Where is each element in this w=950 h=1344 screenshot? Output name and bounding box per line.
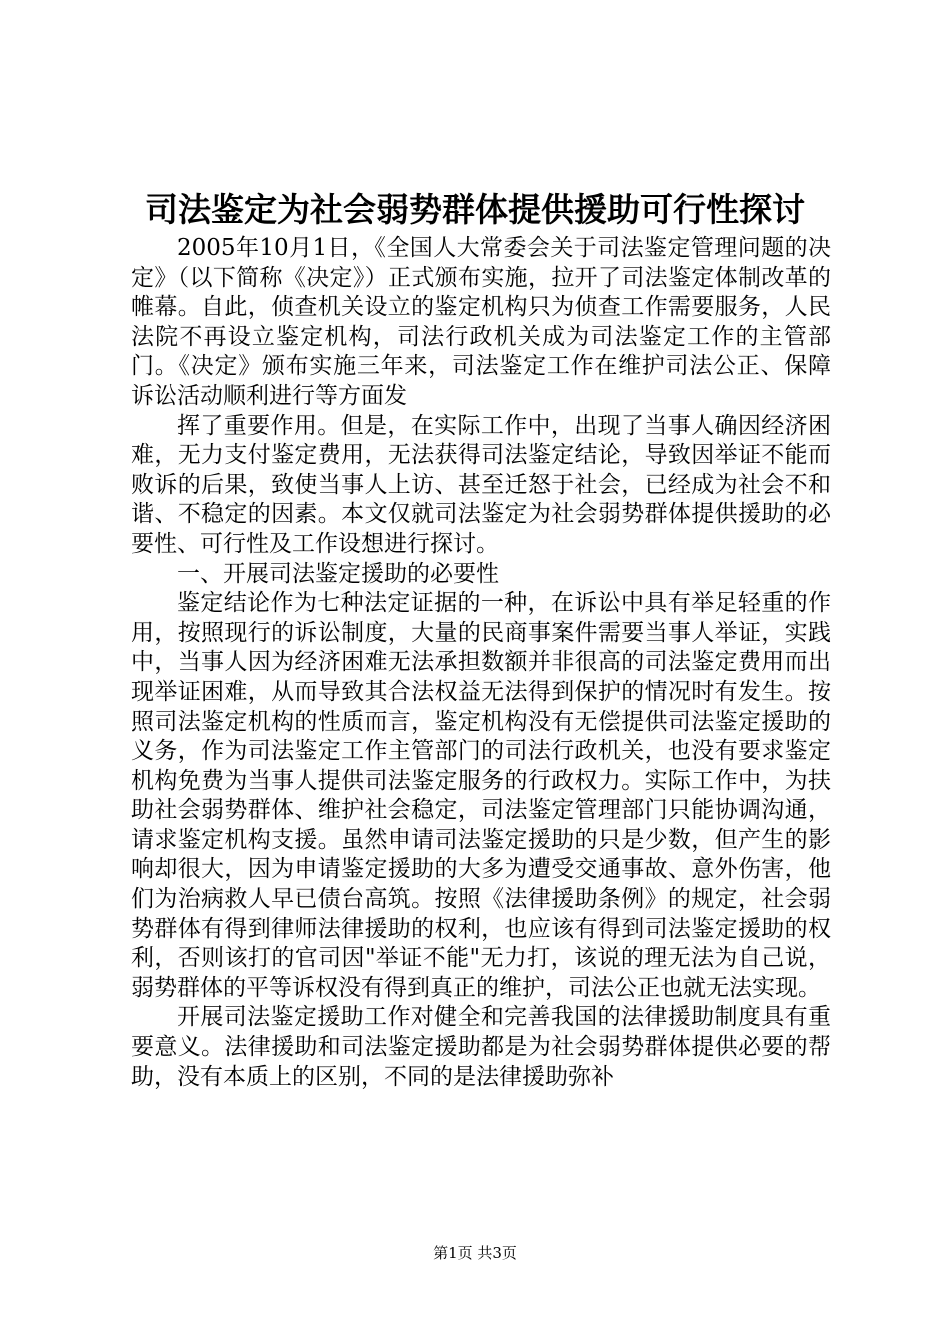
document-title: 司法鉴定为社会弱势群体提供援助可行性探讨 xyxy=(145,190,805,229)
paragraph-intro: 2005年10月1日，《全国人大常委会关于司法鉴定管理问题的决定》（以下简称《决定》）正式颁布实施，拉开了司法鉴定体制改革的帷幕。自此，侦查机关设立的鉴定机构只为侦查工作需要服务，人民法院不再设立鉴定机构，司法行政机关成为司法鉴定工作的主管部门。《决定》颁布实施三年来，司法鉴定工作在维护司法公正、保障诉讼活动顺利进行等方面发 xyxy=(131,235,831,409)
section-heading-necessity: 一、开展司法鉴定援助的必要性 xyxy=(177,560,499,587)
paragraph-problem: 挥了重要作用。但是，在实际工作中，出现了当事人确因经济困难，无力支付鉴定费用，无法获得司法鉴定结论，导致因举证不能而败诉的后果，致使当事人上访、甚至迁怒于社会，已经成为社会不和谐、不稳定的因素。本文仅就司法鉴定为社会弱势群体提供援助的必要性、可行性及工作设想进行探讨。 xyxy=(131,412,831,557)
document-body xyxy=(131,234,831,1092)
paragraph-necessity: 鉴定结论作为七种法定证据的一种，在诉讼中具有举足轻重的作用，按照现行的诉讼制度，大量的民商事案件需要当事人举证，实践中，当事人因为经济困难无法承担数额并非很高的司法鉴定费用而出现举证困难，从而导致其合法权益无法得到保护的情况时有发生。按照司法鉴定机构的性质而言，鉴定机构没有无偿提供司法鉴定援助的义务，作为司法鉴定工作主管部门的司法行政机关，也没有要求鉴定机构免费为当事人提供司法鉴定服务的行政权力。实际工作中，为扶助社会弱势群体、维护社会稳定，司法鉴定管理部门只能协调沟通，请求鉴定机构支援。虽然申请司法鉴定援助的只是少数，但产生的影响却很大，因为申请鉴定援助的大多为遭受交通事故、意外伤害，他们为治病救人早已债台高筑。按照《法律援助条例》的规定，社会弱势群体有得到律师法律援助的权利，也应该有得到司法鉴定援助的权利，否则该打的官司因"举证不能"无力打，该说的理无法为自己说，弱势群体的平等诉权没有得到真正的维护，司法公正也就无法实现。 xyxy=(131,590,831,1001)
paragraph-significance: 开展司法鉴定援助工作对健全和完善我国的法律援助制度具有重要意义。法律援助和司法鉴定援助都是为社会弱势群体提供必要的帮助，没有本质上的区别，不同的是法律援助弥补 xyxy=(131,1004,831,1090)
page-number-footer: 第1页 共3页 xyxy=(433,1244,517,1262)
